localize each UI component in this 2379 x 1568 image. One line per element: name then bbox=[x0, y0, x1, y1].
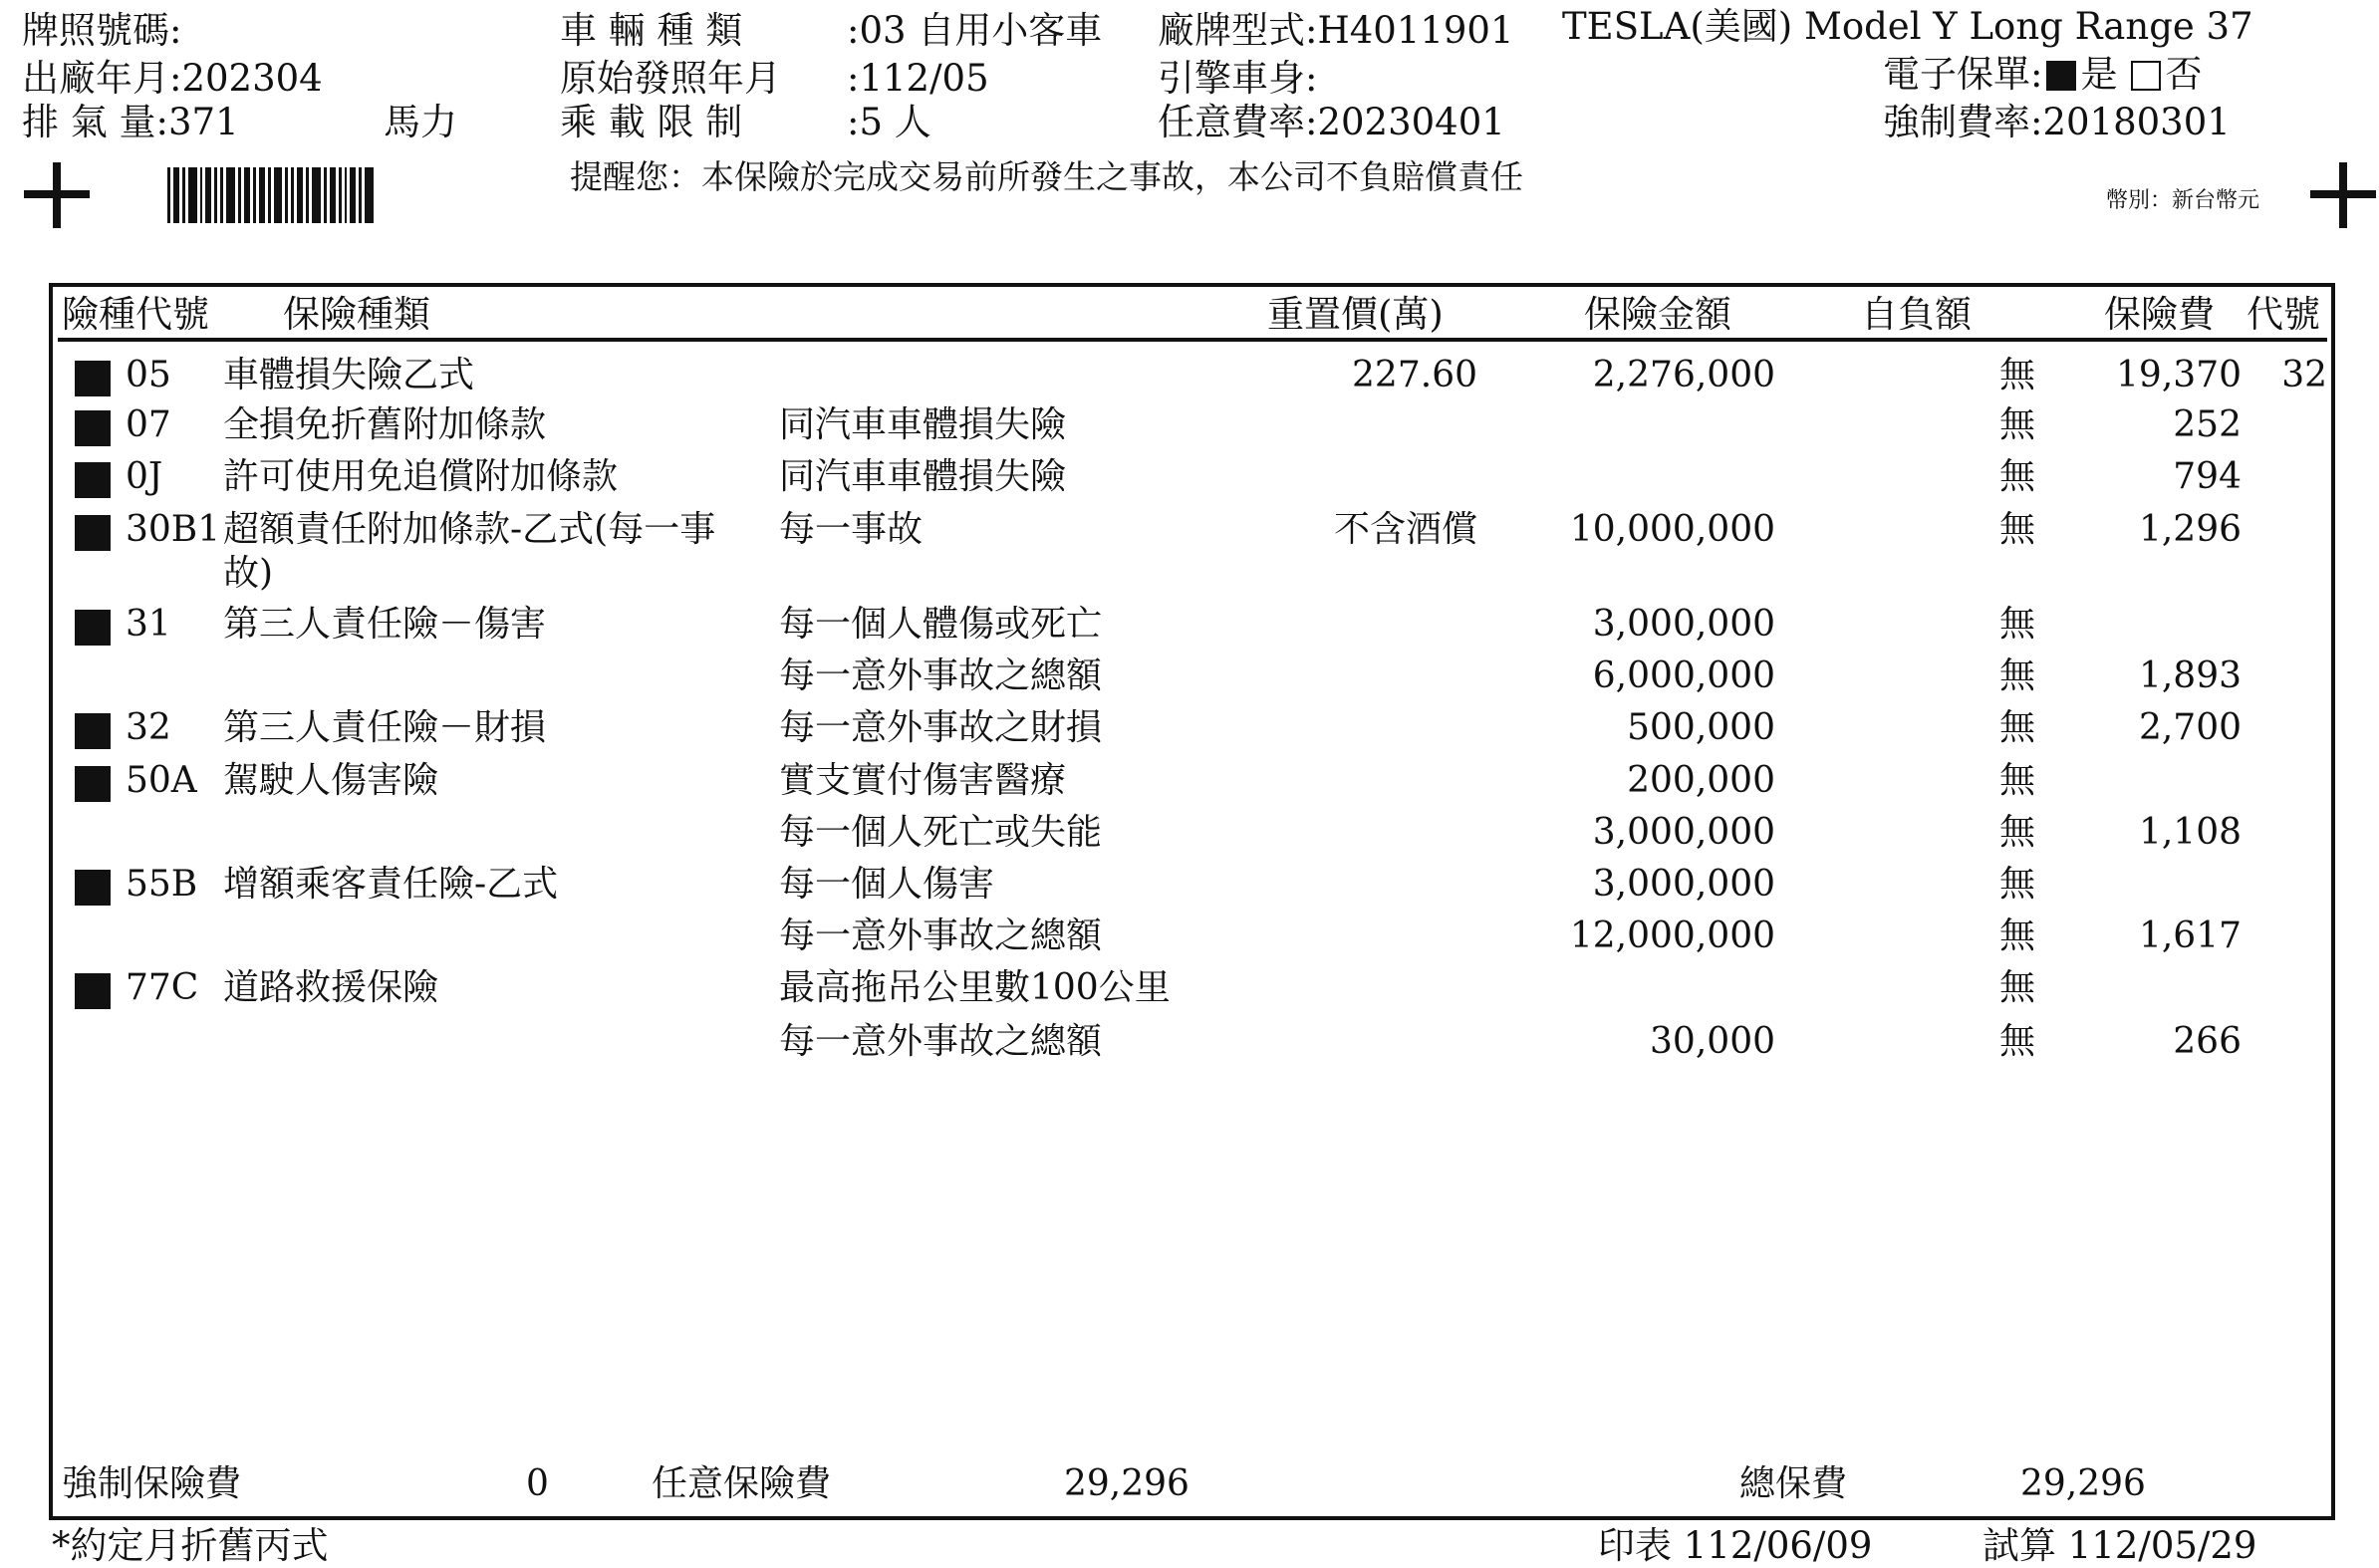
optional-premium-label: 任意保險費 bbox=[652, 1463, 832, 1504]
row-amount: 12,000,000 bbox=[1569, 915, 1775, 956]
e-policy-label: 電子保單: bbox=[1883, 53, 2043, 96]
trial-date: 試算 112/05/29 bbox=[1982, 1524, 2257, 1567]
header-deductible: 自負額 bbox=[1861, 293, 1972, 336]
row-code: 77C bbox=[126, 967, 199, 1008]
row-amount: 500,000 bbox=[1627, 707, 1775, 748]
row-name: 第三人責任險－財損 bbox=[223, 707, 547, 748]
total-premium-label: 總保費 bbox=[1739, 1463, 1848, 1504]
row-deductible: 無 bbox=[1999, 456, 2036, 497]
row-amount: 200,000 bbox=[1627, 760, 1775, 801]
row-premium: 1,108 bbox=[2138, 812, 2242, 853]
row-desc: 實支實付傷害醫療 bbox=[779, 760, 1067, 801]
row-premium: 1,296 bbox=[2138, 509, 2242, 550]
vehicle-type-value: :03 自用小客車 bbox=[847, 9, 1103, 52]
row-code: 0J bbox=[126, 456, 163, 497]
row-code: 05 bbox=[126, 355, 171, 395]
row-premium: 1,617 bbox=[2138, 915, 2242, 956]
row-code: 50A bbox=[126, 760, 197, 801]
row-deductible: 無 bbox=[1999, 707, 2036, 748]
capacity-value: :5 人 bbox=[847, 101, 931, 143]
row-desc: 每一意外事故之總額 bbox=[779, 915, 1103, 956]
row-marker bbox=[75, 870, 111, 906]
row-desc: 同汽車車體損失險 bbox=[779, 404, 1067, 445]
e-policy-no-label: 否 bbox=[2165, 53, 2203, 96]
total-premium-value: 29,296 bbox=[2020, 1463, 2146, 1504]
compulsory-premium-label: 強制保險費 bbox=[62, 1463, 242, 1504]
header-replacement: 重置價(萬) bbox=[1267, 293, 1444, 336]
row-desc: 每一意外事故之財損 bbox=[779, 707, 1103, 748]
row-marker bbox=[75, 713, 111, 749]
row-amount: 3,000,000 bbox=[1592, 812, 1775, 853]
row-code: 55B bbox=[126, 864, 198, 905]
row-amount: 30,000 bbox=[1650, 1021, 1775, 1062]
row-replacement: 不含酒償 bbox=[1333, 509, 1477, 550]
row-amount: 3,000,000 bbox=[1592, 604, 1775, 645]
row-premium: 2,700 bbox=[2138, 707, 2242, 748]
row-marker bbox=[75, 361, 111, 396]
row-desc: 每一個人傷害 bbox=[779, 864, 995, 905]
row-deductible: 無 bbox=[1999, 760, 2036, 801]
row-premium: 19,370 bbox=[2116, 355, 2242, 395]
optional-rate: 任意費率:20230401 bbox=[1158, 101, 1505, 143]
row-code: 32 bbox=[126, 707, 171, 748]
engine-label: 引擎車身: bbox=[1158, 57, 1318, 100]
row-deductible: 無 bbox=[1999, 812, 2036, 853]
currency-label: 幣別：新台幣元 bbox=[2106, 188, 2260, 213]
header-premium: 保險費 bbox=[2104, 293, 2215, 336]
row-deductible: 無 bbox=[1999, 509, 2036, 550]
vehicle-type-label: 車 輛 種 類 bbox=[560, 9, 743, 52]
row-desc: 每一意外事故之總額 bbox=[779, 1021, 1103, 1062]
row-amount: 2,276,000 bbox=[1592, 355, 1775, 395]
table-header-divider bbox=[58, 338, 2327, 342]
displacement-unit: 馬力 bbox=[384, 101, 457, 143]
row-premium: 266 bbox=[2173, 1021, 2242, 1062]
row-code: 07 bbox=[126, 404, 171, 445]
row-marker bbox=[75, 462, 111, 498]
row-name: 增額乘客責任險-乙式 bbox=[223, 864, 559, 905]
row-deductible: 無 bbox=[1999, 915, 2036, 956]
depreciation-note: *約定月折舊丙式 bbox=[52, 1524, 329, 1567]
registration-mark-left bbox=[24, 162, 90, 228]
row-deductible: 無 bbox=[1999, 864, 2036, 905]
row-amount: 10,000,000 bbox=[1569, 509, 1775, 550]
row-replacement: 227.60 bbox=[1352, 355, 1477, 395]
factory-date-label: 出廠年月: bbox=[22, 57, 182, 100]
model-code: 廠牌型式:H4011901 bbox=[1158, 9, 1514, 52]
row-code2: 32 bbox=[2281, 355, 2327, 395]
compulsory-premium-value: 0 bbox=[526, 1463, 549, 1504]
e-policy bbox=[1883, 53, 2203, 96]
row-premium: 1,893 bbox=[2138, 655, 2242, 696]
row-amount: 6,000,000 bbox=[1592, 655, 1775, 696]
compulsory-rate: 強制費率:20180301 bbox=[1883, 101, 2231, 143]
row-code: 31 bbox=[126, 604, 171, 645]
capacity-label: 乘 載 限 制 bbox=[560, 101, 743, 143]
displacement-label: 排 氣 量: bbox=[22, 101, 168, 143]
row-desc: 每一個人體傷或死亡 bbox=[779, 604, 1103, 645]
header-type: 保險種類 bbox=[283, 293, 430, 336]
e-policy-yes-label: 是 bbox=[2080, 53, 2118, 96]
row-desc: 最高拖吊公里數100公里 bbox=[779, 967, 1171, 1008]
plate-label: 牌照號碼: bbox=[22, 9, 182, 52]
row-name: 全損免折舊附加條款 bbox=[223, 404, 547, 445]
row-marker bbox=[75, 410, 111, 446]
row-amount: 3,000,000 bbox=[1592, 864, 1775, 905]
row-desc: 每一意外事故之總額 bbox=[779, 655, 1103, 696]
row-desc: 每一事故 bbox=[779, 509, 924, 550]
row-marker bbox=[75, 515, 111, 551]
header-amount: 保險金額 bbox=[1584, 293, 1731, 336]
header-code2: 代號 bbox=[2247, 293, 2320, 336]
row-deductible: 無 bbox=[1999, 355, 2036, 395]
displacement bbox=[22, 101, 239, 143]
model-name: TESLA(美國) Model Y Long Range 37 bbox=[1562, 5, 2253, 48]
row-desc: 每一個人死亡或失能 bbox=[779, 812, 1103, 853]
row-premium: 252 bbox=[2173, 404, 2242, 445]
row-marker bbox=[75, 973, 111, 1009]
row-deductible: 無 bbox=[1999, 967, 2036, 1008]
header-code: 險種代號 bbox=[62, 293, 209, 336]
row-name-continued: 故) bbox=[223, 553, 274, 594]
row-name: 道路救援保險 bbox=[223, 967, 439, 1008]
row-deductible: 無 bbox=[1999, 655, 2036, 696]
barcode bbox=[167, 167, 377, 223]
row-marker bbox=[75, 766, 111, 802]
optional-premium-value: 29,296 bbox=[1064, 1463, 1190, 1504]
row-name: 第三人責任險－傷害 bbox=[223, 604, 547, 645]
row-name: 車體損失險乙式 bbox=[223, 355, 475, 395]
row-name: 許可使用免追償附加條款 bbox=[223, 456, 619, 497]
row-name: 駕駛人傷害險 bbox=[223, 760, 439, 801]
row-marker bbox=[75, 610, 111, 646]
row-deductible: 無 bbox=[1999, 1021, 2036, 1062]
registration-mark-right bbox=[2310, 162, 2376, 228]
row-premium: 794 bbox=[2173, 456, 2242, 497]
row-deductible: 無 bbox=[1999, 604, 2036, 645]
row-name: 超額責任附加條款-乙式(每一事 bbox=[223, 509, 716, 550]
row-code: 30B1 bbox=[126, 509, 221, 550]
notice-text: 提醒您：本保險於完成交易前所發生之事故，本公司不負賠償責任 bbox=[570, 157, 1523, 196]
row-deductible: 無 bbox=[1999, 404, 2036, 445]
first-registration-value: :112/05 bbox=[847, 57, 989, 100]
factory-date bbox=[22, 57, 323, 100]
e-policy-yes-checkbox bbox=[2046, 61, 2076, 91]
row-desc: 同汽車車體損失險 bbox=[779, 456, 1067, 497]
displacement-value: 371 bbox=[168, 101, 239, 143]
first-registration-label: 原始發照年月 bbox=[560, 57, 781, 100]
e-policy-no-checkbox bbox=[2131, 61, 2161, 91]
factory-date-value: 202304 bbox=[181, 57, 323, 100]
print-date: 印表 112/06/09 bbox=[1598, 1524, 1873, 1567]
